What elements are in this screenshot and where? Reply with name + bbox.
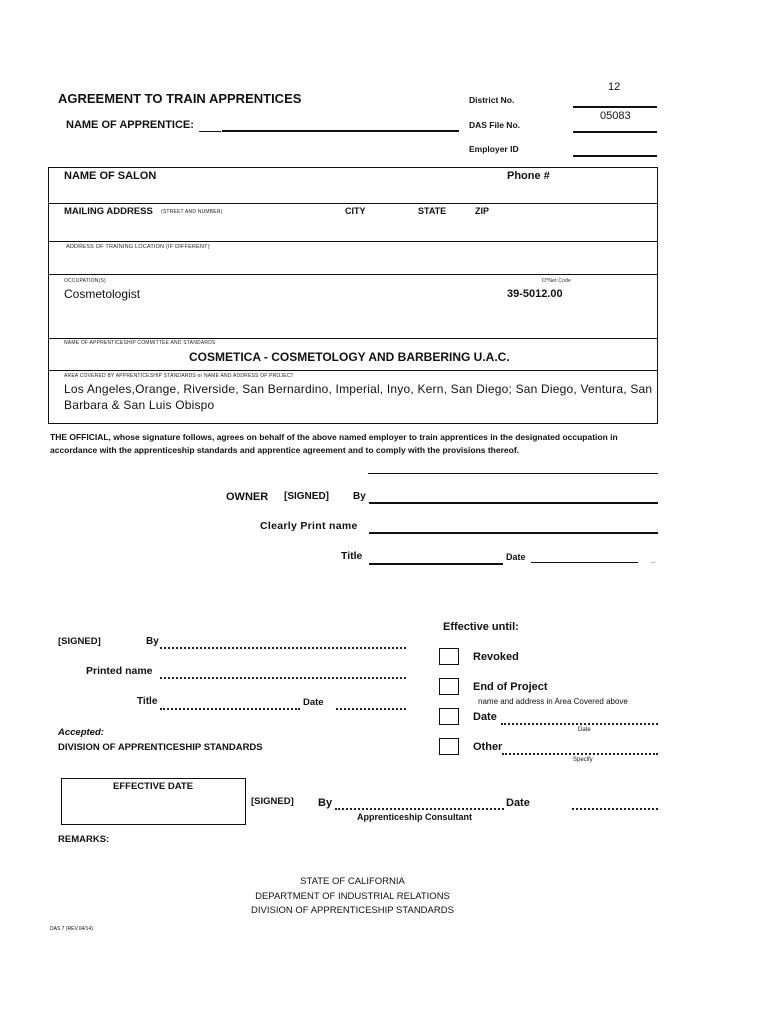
print-name-label: Clearly Print name — [260, 520, 358, 532]
accepted-label: Accepted: — [58, 727, 104, 738]
zip-label: ZIP — [475, 206, 490, 216]
owner-date-field[interactable] — [531, 562, 638, 563]
city-label: CITY — [345, 206, 366, 216]
consultant-signature-field[interactable] — [335, 808, 504, 810]
consultant-signed: [SIGNED] — [251, 796, 294, 807]
division-date-label: Date — [303, 697, 324, 708]
mailing-sub-label: (STREET AND NUMBER) — [161, 209, 223, 215]
division-name: DIVISION OF APPRENTICESHIP STANDARDS — [58, 742, 263, 753]
revoked-label: Revoked — [473, 651, 519, 663]
other-field[interactable] — [502, 753, 658, 755]
training-location-label: ADDRESS OF TRAINING LOCATION (IF DIFFERENT) — [66, 244, 210, 250]
date-checkbox[interactable] — [439, 708, 459, 725]
das-file-field[interactable] — [573, 131, 657, 133]
remarks-label: REMARKS: — [58, 834, 110, 845]
other-sub-label: Specify — [573, 757, 593, 763]
onet-value: 39-5012.00 — [507, 288, 563, 300]
occupation-label: OCCUPATION(S) — [64, 278, 106, 284]
dots-mark: ... — [650, 558, 656, 565]
das-file-label: DAS File No. — [469, 120, 521, 130]
apprentice-label: NAME OF APPRENTICE: — [66, 119, 194, 131]
table-divider — [48, 338, 658, 339]
committee-label: NAME OF APPRENTICESHIP COMMITTEE AND STANDARDS — [64, 340, 216, 346]
district-field[interactable] — [573, 106, 657, 108]
area-value-line2: Barbara & San Luis Obispo — [64, 398, 215, 412]
owner-signed: [SIGNED] — [284, 491, 329, 502]
division-date-field[interactable] — [336, 708, 406, 710]
form-code: DAS 7 (REV.04/14) — [50, 926, 93, 932]
statement-line1: THE OFFICIAL, whose signature follows, agrees on behalf of the above named employer to train apprentices in the designated occupation in — [50, 432, 618, 442]
owner-title-label: Title — [341, 550, 363, 562]
footer-state: STATE OF CALIFORNIA — [300, 876, 405, 887]
consultant-date-field[interactable] — [572, 808, 658, 810]
effective-date-field[interactable] — [501, 723, 658, 725]
owner-by-label: By — [353, 491, 366, 502]
end-of-project-checkbox[interactable] — [439, 678, 459, 695]
apprentice-name-field[interactable] — [222, 130, 459, 132]
footer-department: DEPARTMENT OF INDUSTRIAL RELATIONS — [255, 891, 450, 902]
owner-print-name-field[interactable] — [369, 532, 658, 534]
effective-until-label: Effective until: — [443, 621, 519, 633]
end-of-project-label: End of Project — [473, 681, 548, 693]
consultant-label: Apprenticeship Consultant — [357, 812, 473, 822]
onet-label: O*Net Code — [542, 278, 571, 284]
table-divider — [48, 370, 658, 371]
form-title: AGREEMENT TO TRAIN APPRENTICES — [58, 91, 302, 106]
employer-id-field[interactable] — [573, 155, 657, 157]
division-title-field[interactable] — [160, 708, 300, 710]
footer-division: DIVISION OF APPRENTICESHIP STANDARDS — [251, 905, 454, 916]
owner-date-label: Date — [506, 552, 526, 562]
division-title-label: Title — [137, 696, 158, 707]
end-of-project-sub: name and address in Area Covered above — [478, 697, 628, 706]
consultant-by-label: By — [318, 797, 333, 809]
occupation-value: Cosmetologist — [64, 287, 141, 301]
consultant-date-label: Date — [506, 797, 530, 809]
district-value: 12 — [608, 81, 621, 93]
division-signature-field[interactable] — [160, 647, 406, 649]
salon-label: NAME OF SALON — [64, 170, 157, 182]
owner-top-line — [368, 473, 658, 474]
owner-label: OWNER — [226, 491, 269, 503]
committee-value: COSMETICA - COSMETOLOGY AND BARBERING U.A.C. — [189, 350, 510, 364]
owner-title-field[interactable] — [369, 563, 503, 565]
table-divider — [48, 274, 658, 275]
area-value-line1: Los Angeles,Orange, Riverside, San Bernardino, Imperial, Inyo, Kern, San Diego; San Diego, Ventura, San — [64, 382, 653, 396]
statement-line2: accordance with the apprenticeship standards and apprentice agreement and to comply with the provisions thereof. — [50, 445, 520, 455]
phone-label: Phone # — [507, 170, 550, 182]
division-printed-label: Printed name — [86, 665, 153, 677]
employer-id-label: Employer ID — [469, 144, 519, 154]
mailing-label: MAILING ADDRESS — [64, 206, 153, 217]
division-by-label: By — [146, 636, 159, 647]
other-checkbox[interactable] — [439, 738, 459, 755]
other-label: Other — [473, 741, 503, 753]
das-file-value: 05083 — [600, 110, 631, 122]
date-sub-label: Date — [578, 727, 591, 733]
table-divider — [48, 241, 658, 242]
owner-signature-field[interactable] — [369, 502, 658, 504]
effective-date-label: EFFECTIVE DATE — [113, 781, 194, 792]
date-option-label: Date — [473, 711, 497, 723]
division-printed-field[interactable] — [160, 677, 406, 679]
state-label: STATE — [418, 206, 447, 216]
table-divider — [48, 203, 658, 204]
revoked-checkbox[interactable] — [439, 648, 459, 665]
apprentice-underline-stub — [199, 131, 221, 132]
area-label: AREA COVERED BY APPRENTICESHIP STANDARDS or NAME AND ADDRESS OF PROJECT — [64, 373, 294, 379]
district-label: District No. — [469, 95, 515, 105]
division-signed: [SIGNED] — [58, 636, 101, 647]
